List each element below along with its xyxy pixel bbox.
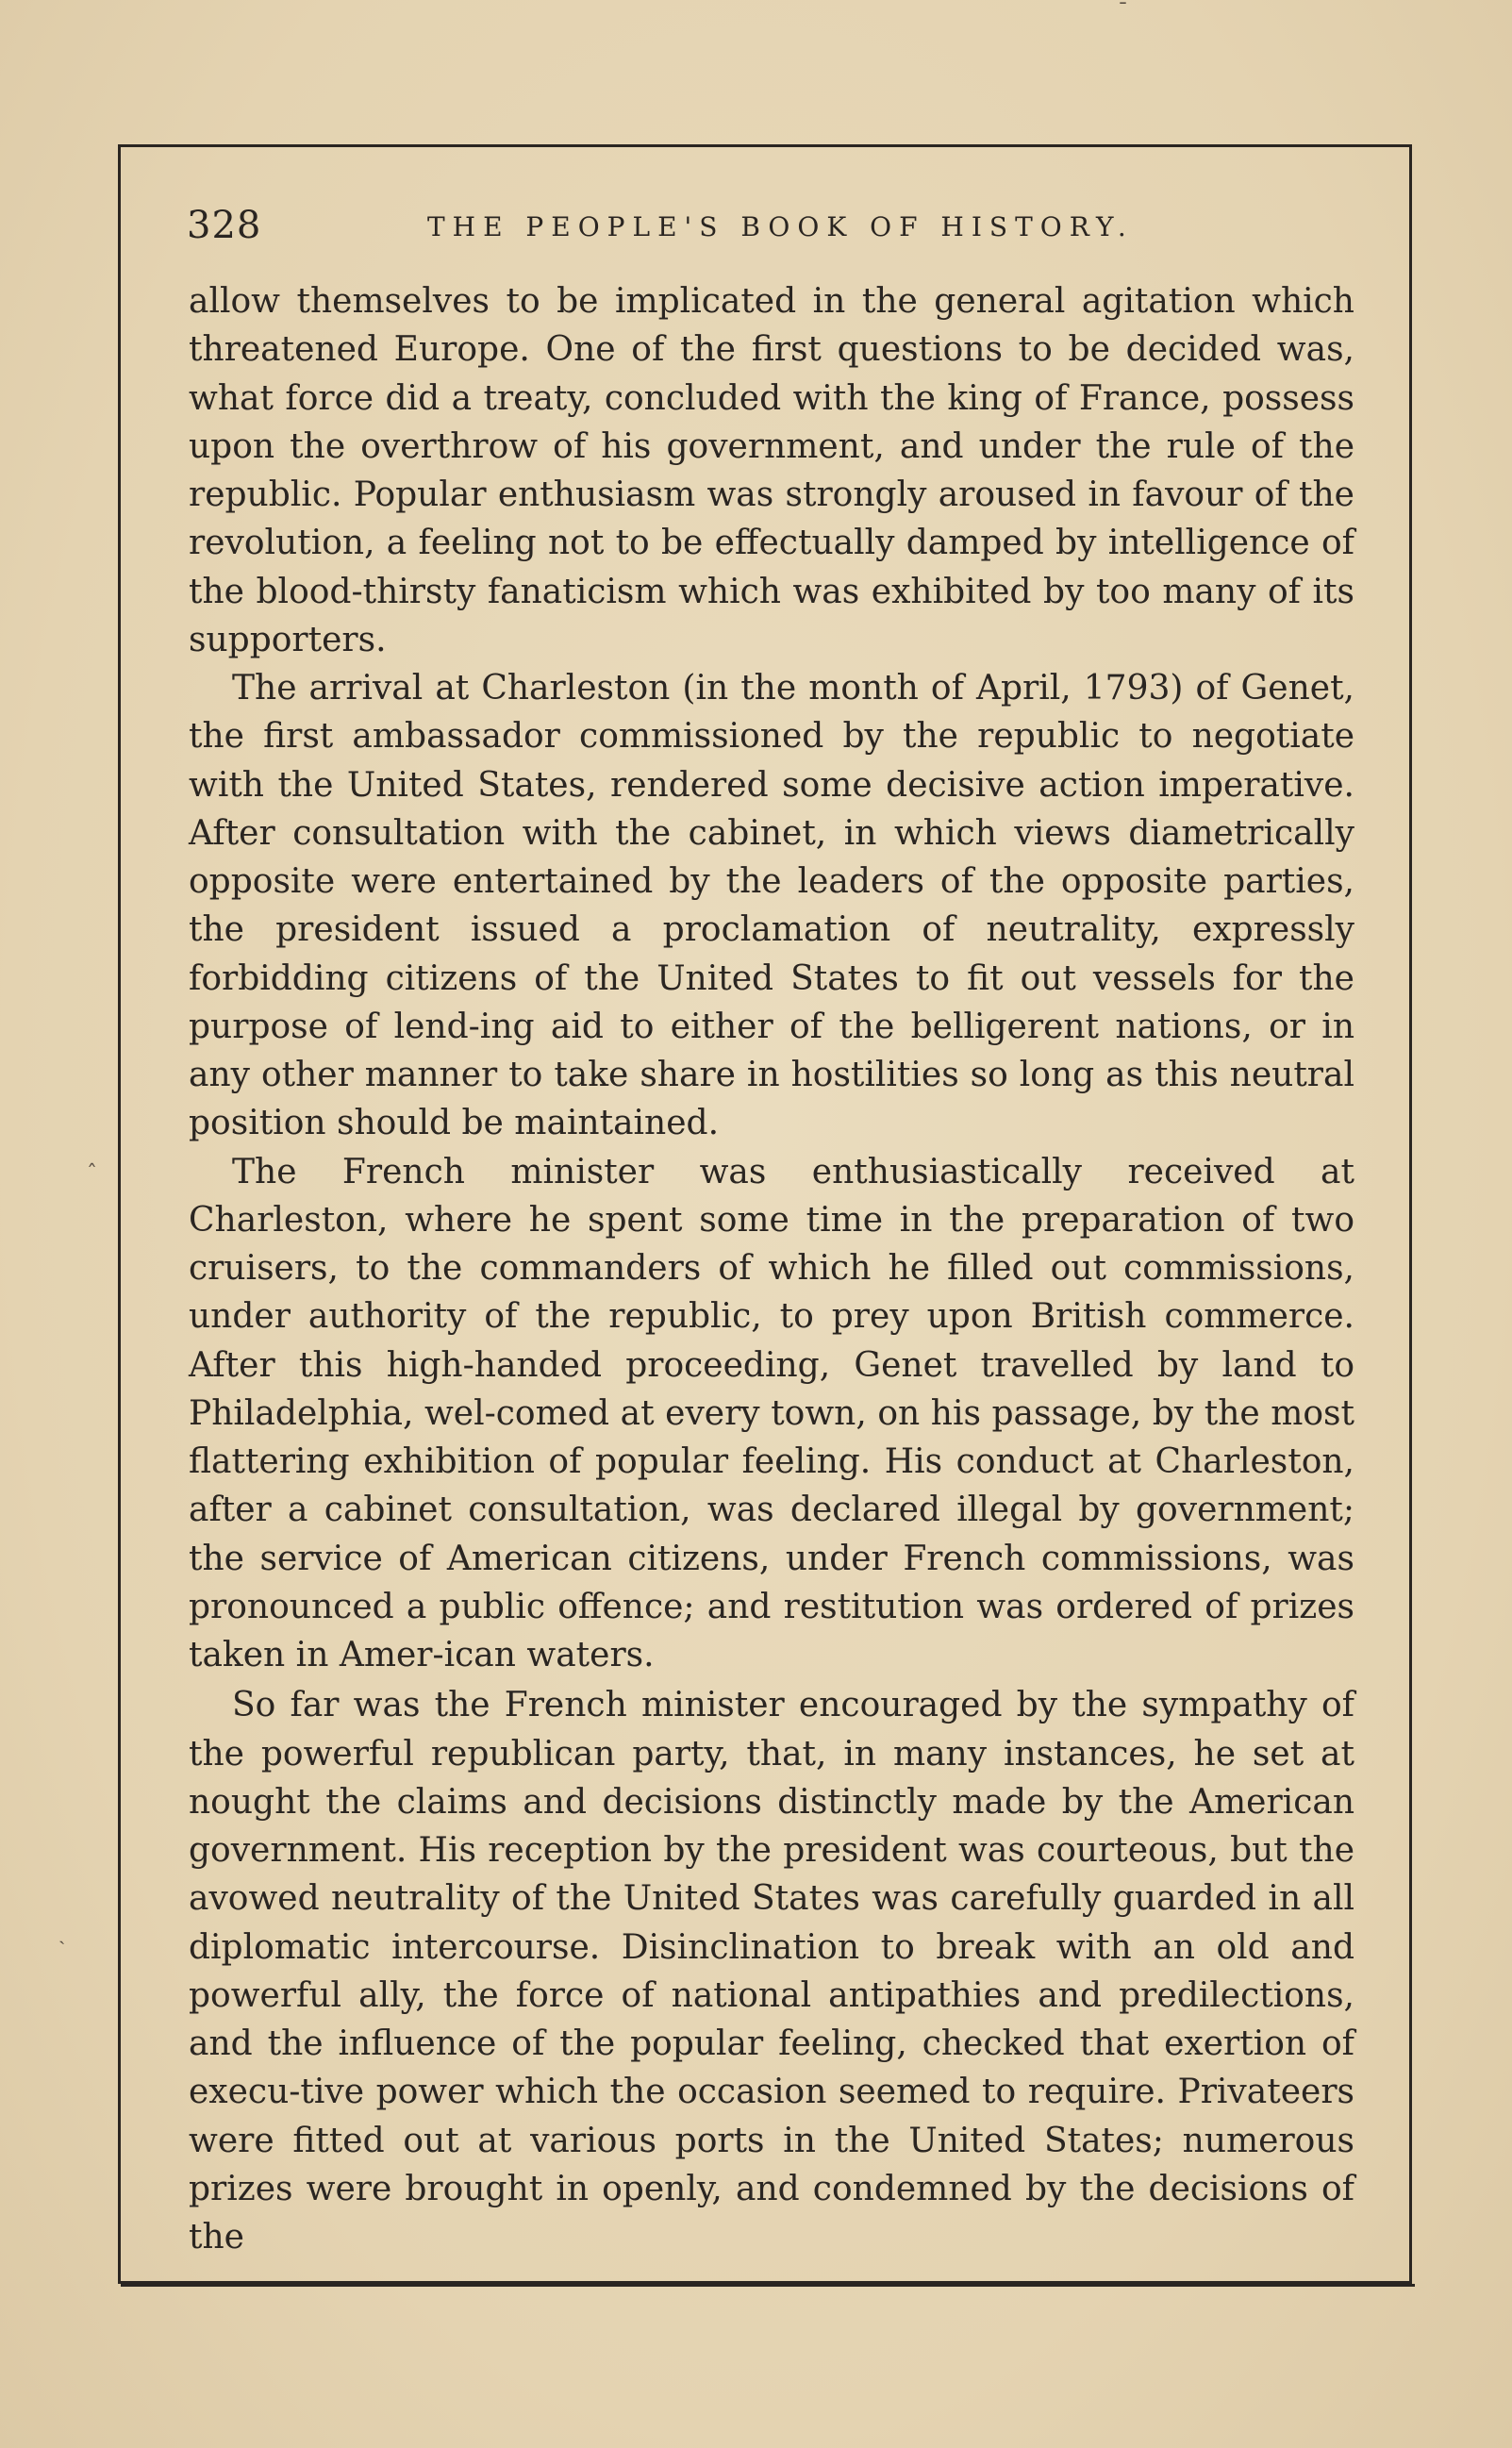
paragraph: The arrival at Charleston (in the month of April, 1793) of Genet, the first ambassador commissioned by the republic to negotiate with the United States, rendered some decisive action imperative. After consultation with the cabinet, in which views diametrically opposite were entertained by the leaders of the opposite parties, the president issued a proclamation of neutrality, expressly forbidding citizens of the United States to fit out vessels for the purpose of lend-ing aid to either of the belligerent nations, or in any other manner to take share in hostilities so long as this neutral position should be maintained.: [189, 669, 1354, 1143]
paragraph: allow themselves to be implicated in the general agitation which threatened Europe. One of the first questions to be decided was, what force did a treaty, concluded with the king of France, possess upon the overthrow of his government, and under the rule of the republic. Popular enthusiasm was strongly aroused in favour of the revolution, a feeling not to be effectually damped by intelligence of the blood-thirsty fanaticism which was exhibited by too many of its supporters.: [189, 282, 1354, 659]
page-number: 328: [187, 204, 262, 247]
page-border-shadow: [121, 2284, 1415, 2287]
paragraph: The French minister was enthusiastically received at Charleston, where he spent some time in the preparation of two cruisers, to the commanders of which he filled out commissions, under authority of the republic, to prey upon British commerce. After this high-handed proceeding, Genet travelled by land to Philadelphia, wel-comed at every town, on his passage, by the most flattering exhibition of popular feeling. His conduct at Charleston, after a cabinet consultation, was declared illegal by government; the service of American citizens, under French commissions, was pronounced a public offence; and restitution was ordered of prizes taken in Amer-ican waters.: [189, 1152, 1354, 1674]
paragraph: So far was the French minister encouraged by the sympathy of the powerful republican party, that, in many instances, he set at nought the claims and decisions distinctly made by the American government. His reception by the president was courteous, but the avowed neutrality of the United States was carefully guarded in all diplomatic intercourse. Disinclination to break with an old and powerful ally, the force of national antipathies and predilections, and the influence of the popular feeling, checked that exertion of execu-tive power which the occasion seemed to require. Privateers were fitted out at various ports in the United States; numerous prizes were brought in openly, and condemned by the decisions of the: [189, 1686, 1354, 2256]
body-text: [189, 277, 1354, 2261]
running-header: [187, 200, 1366, 257]
margin-mark: ˎ: [58, 1922, 66, 1945]
margin-mark: ˆ: [87, 1162, 97, 1186]
running-title: THE PEOPLE'S BOOK OF HISTORY.: [427, 211, 1134, 242]
scan-speck: ˉ: [1118, 0, 1128, 24]
